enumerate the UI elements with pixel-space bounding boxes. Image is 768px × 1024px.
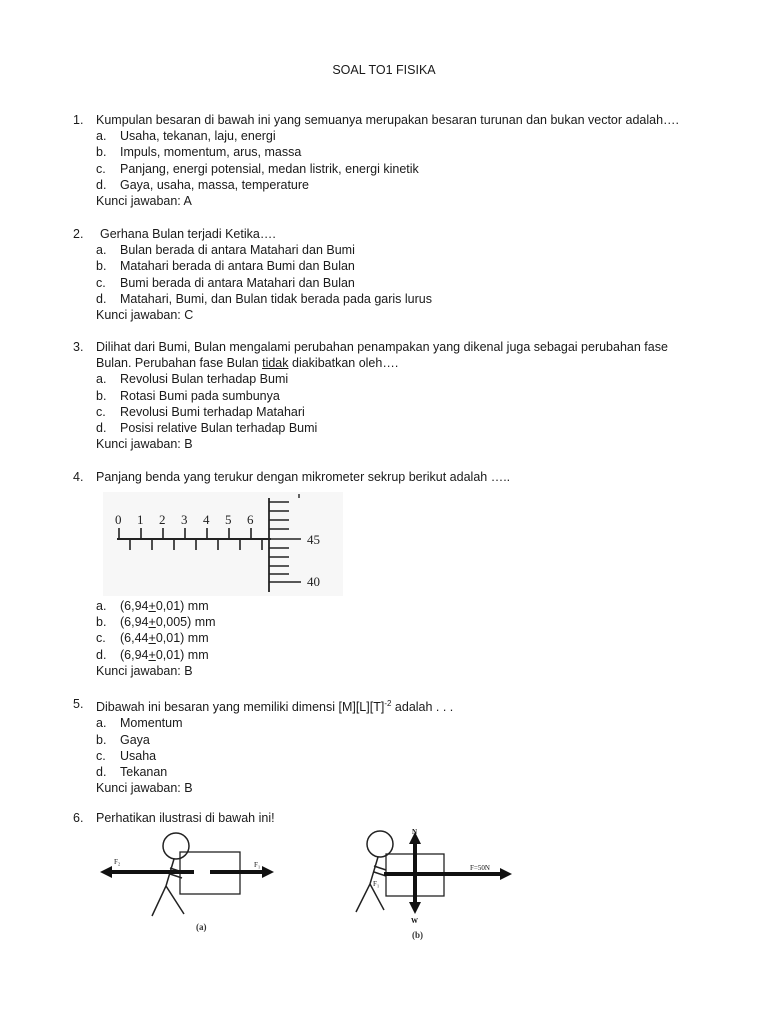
option-b: b. Impuls, momentum, arus, massa [96, 145, 302, 160]
question-number: 3. [73, 340, 84, 354]
question-6 [73, 810, 713, 826]
main-scale-label: 6 [247, 512, 254, 527]
question-text: Panjang benda yang terukur dengan mikrometer sekrup berikut adalah ….. [96, 470, 511, 484]
option-a: a. Usaha, tekanan, laju, energi [96, 129, 276, 144]
option-list [96, 128, 713, 193]
option-list [96, 371, 713, 436]
option-d: d. Gaya, usaha, massa, temperature [96, 177, 309, 192]
force-label: F₂ [114, 858, 121, 866]
main-scale-label: 1 [137, 512, 144, 527]
person-head [163, 833, 189, 859]
question-text-line: Bulan. Perubahan fase Bulan tidak diakibatkan oleh…. [96, 356, 399, 371]
question-5 [73, 696, 713, 796]
question-text [96, 339, 713, 371]
option-b: b. (6,94+0,005) mm [96, 615, 216, 630]
question-4-options [73, 598, 713, 679]
force-label: F₁ [254, 861, 261, 869]
option-list [96, 715, 713, 780]
option-c: c. Bumi berada di antara Matahari dan Bulan [96, 275, 355, 290]
option-c: c. Usaha [96, 748, 157, 763]
caption-b: (b) [412, 930, 423, 940]
answer-key: Kunci jawaban: B [96, 437, 193, 452]
question-number: 1. [73, 113, 84, 127]
question-4 [73, 469, 713, 485]
option-c: c. Panjang, energi potensial, medan listrik, energi kinetik [96, 161, 419, 176]
person-head [367, 831, 393, 857]
answer-key: Kunci jawaban: A [96, 194, 192, 209]
option-list [96, 598, 713, 663]
question-text: Gerhana Bulan terjadi Ketika…. [100, 227, 276, 241]
micrometer-figure [103, 492, 343, 596]
answer-key: Kunci jawaban: B [96, 781, 193, 796]
option-list [96, 242, 713, 307]
question-number: 5. [73, 697, 84, 711]
force-label: F₁ [373, 880, 380, 888]
caption-a: (a) [196, 922, 207, 932]
option-d: d. Tekanan [96, 764, 168, 779]
option-d: d. Posisi relative Bulan terhadap Bumi [96, 421, 318, 436]
question-number: 2. [73, 227, 84, 241]
emphasis-underline: tidak [262, 356, 289, 371]
option-c: c. (6,44+0,01) mm [96, 631, 209, 646]
answer-key: Kunci jawaban: C [96, 308, 194, 323]
thimble-label: 40 [307, 574, 320, 589]
option-b: b. Rotasi Bumi pada sumbunya [96, 388, 280, 403]
question-text: Perhatikan ilustrasi di bawah ini! [96, 811, 275, 825]
question-text: Dibawah ini besaran yang memiliki dimensi $[M][L][T]^{-2}$ adalah . . . [96, 699, 454, 715]
question-text: Kumpulan besaran di bawah ini yang semuanya merupakan besaran turunan dan bukan vector adalah…. [96, 113, 680, 127]
question-2 [73, 226, 713, 323]
weight-label: W [411, 917, 418, 925]
question-1 [73, 112, 713, 209]
main-scale-label: 0 [115, 512, 122, 527]
page-title: SOAL TO1 FISIKA [332, 63, 436, 77]
person-body [356, 857, 386, 912]
option-d: d. Matahari, Bumi, dan Bulan tidak berada pada garis lurus [96, 291, 432, 306]
illustration-a [96, 828, 276, 940]
main-scale-label: 3 [181, 512, 188, 527]
main-scale-label: 4 [203, 512, 210, 527]
illustration-b [344, 826, 524, 944]
option-d: d. (6,94+0,01) mm [96, 647, 209, 662]
question-number: 4. [73, 470, 84, 484]
option-c: c. Revolusi Bumi terhadap Matahari [96, 404, 305, 419]
main-scale-label: 5 [225, 512, 232, 527]
option-a: a. Bulan berada di antara Matahari dan Bumi [96, 243, 355, 258]
question-number: 6. [73, 811, 84, 825]
option-b: b. Matahari berada di antara Bumi dan Bulan [96, 259, 355, 274]
question-text-line: Dilihat dari Bumi, Bulan mengalami perubahan penampakan yang dikenal juga sebagai perubahan fase [96, 340, 668, 354]
thimble-label: 45 [307, 532, 320, 547]
option-a: a. (6,94+0,01) mm [96, 599, 209, 613]
option-b: b. Gaya [96, 732, 150, 747]
answer-key: Kunci jawaban: B [96, 663, 193, 678]
main-scale-label: 2 [159, 512, 166, 527]
option-a: a. Revolusi Bulan terhadap Bumi [96, 372, 289, 387]
person-body [152, 859, 184, 916]
question-3 [73, 339, 713, 452]
option-a: a. Momentum [96, 716, 183, 731]
force-label: F=50N [470, 864, 490, 872]
normal-force-label: N [412, 828, 418, 836]
